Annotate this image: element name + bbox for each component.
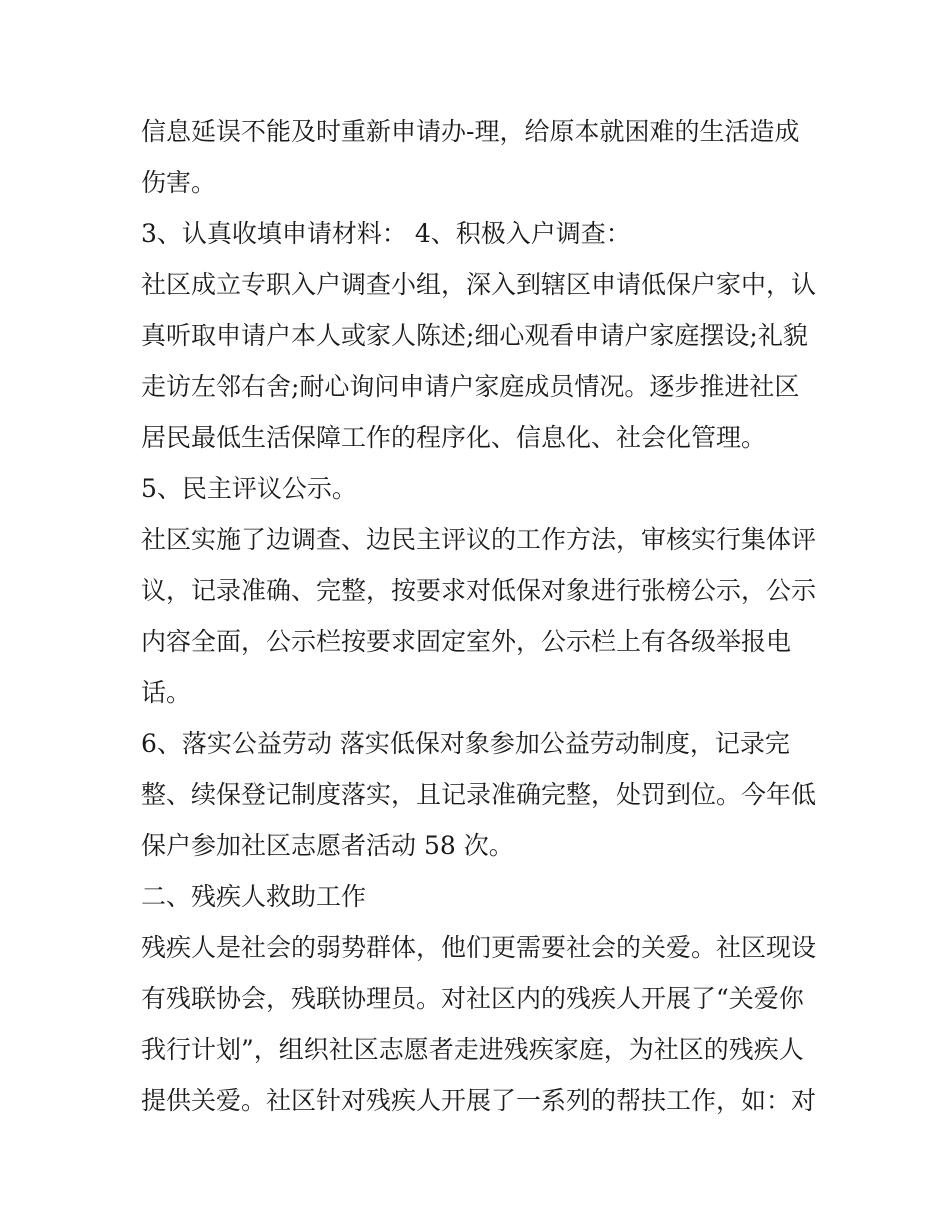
paragraph-line: 整、续保登记制度落实，且记录准确完整，处罚到位。今年低 [141, 780, 817, 809]
paragraph-line: 提供关爱。社区针对残疾人开展了一系列的帮扶工作，如：对 [141, 1086, 817, 1115]
paragraph-line: 有残联协会，残联协理员。对社区内的残疾人开展了“关爱你 [141, 984, 804, 1013]
document-body [141, 106, 821, 1126]
paragraph-line: 议，记录准确、完整，按要求对低保对象进行张榜公示，公示 [141, 576, 817, 605]
section-heading: 3、认真收填申请材料： 4、积极入户调查： [141, 219, 631, 248]
section-heading: 二、残疾人救助工作 [141, 882, 367, 911]
paragraph-line: 居民最低生活保障工作的程序化、信息化、社会化管理。 [141, 423, 767, 452]
paragraph-line: 真听取申请户本人或家人陈述;细心观看申请户家庭摆设;礼貌 [141, 321, 808, 350]
paragraph-line: 伤害。 [141, 168, 217, 197]
paragraph-line: 保户参加社区志愿者活动 58 次。 [141, 831, 514, 860]
paragraph-line: 内容全面，公示栏按要求固定室外，公示栏上有各级举报电 [141, 627, 792, 656]
paragraph-line: 社区实施了边调查、边民主评议的工作方法，审核实行集体评 [141, 525, 817, 554]
paragraph-line: 话。 [141, 678, 192, 707]
section-heading: 6、落实公益劳动 落实低保对象参加公益劳动制度，记录完 [141, 729, 790, 758]
paragraph-line: 走访左邻右舍;耐心询问申请户家庭成员情况。逐步推进社区 [141, 372, 800, 401]
section-heading: 5、民主评议公示。 [141, 474, 357, 503]
paragraph-line: 信息延误不能及时重新申请办-理，给原本就困难的生活造成 [141, 117, 800, 146]
paragraph-line: 残疾人是社会的弱势群体，他们更需要社会的关爱。社区现设 [141, 933, 817, 962]
paragraph-line: 我行计划”，组织社区志愿者走进残疾家庭，为社区的残疾人 [141, 1035, 804, 1064]
paragraph-line: 社区成立专职入户调查小组，深入到辖区申请低保户家中，认 [141, 270, 817, 299]
